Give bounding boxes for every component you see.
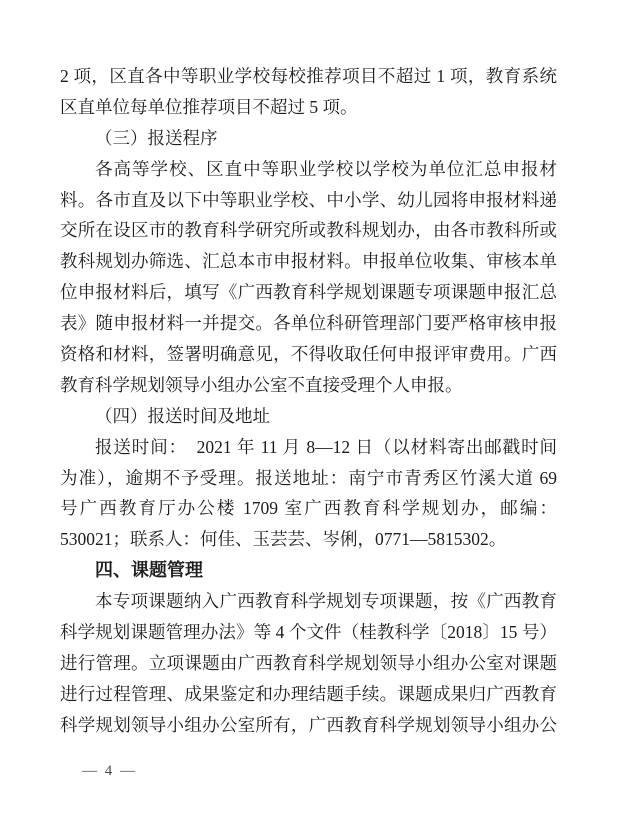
text-line: 位申报材料后，填写《广西教育科学规划课题专项课题申报汇总 bbox=[60, 282, 557, 303]
text-line: 资格和材料，签署明确意见，不得收取任何申报评审费用。广西 bbox=[60, 344, 557, 365]
subheading-3-report-procedure: （三）报送程序 bbox=[95, 127, 218, 148]
text-line: 进行管理。立项课题由广西教育科学规划领导小组办公室对课题 bbox=[60, 652, 557, 673]
text-line: 2 项，区直各中等职业学校每校推荐项目不超过 1 项，教育系统 bbox=[60, 66, 557, 86]
text-line: 号广西教育厅办公楼 1709 室广西教育科学规划办，邮编： bbox=[60, 498, 557, 519]
text-line: 表》随申报材料一并提交。各单位科研管理部门要严格审核申报 bbox=[60, 313, 557, 334]
document-body bbox=[60, 61, 557, 741]
text-line: 报送时间： 2021 年 11 月 8—12 日（以材料寄出邮戳时间 bbox=[95, 436, 557, 457]
text-line: 区直单位每单位推荐项目不超过 5 项。 bbox=[60, 96, 358, 117]
text-line: 科学规划领导小组办公室所有，广西教育科学规划领导小组办公 bbox=[60, 714, 557, 735]
text-line: 530021；联系人：何佳、玉芸芸、岑俐，0771—5815302。 bbox=[60, 529, 507, 550]
text-line: 科学规划课题管理办法》等 4 个文件（桂教科学〔2018〕15 号） bbox=[60, 622, 557, 643]
page-number: — 4 — bbox=[82, 763, 137, 779]
text-line: 各高等学校、区直中等职业学校以学校为单位汇总申报材 bbox=[95, 158, 557, 179]
subheading-4-report-time-address: （四）报送时间及地址 bbox=[95, 405, 270, 426]
text-line: 教育科学规划领导小组办公室不直接受理个人申报。 bbox=[60, 374, 463, 395]
text-line: 本专项课题纳入广西教育科学规划专项课题，按《广西教育 bbox=[95, 591, 557, 612]
text-line: 交所在设区市的教育科学研究所或教科规划办，由各市教科所或 bbox=[60, 220, 557, 241]
text-line: 教科规划办筛选、汇总本市申报材料。申报单位收集、审核本单 bbox=[60, 251, 557, 272]
section-heading-topic-management: 四、课题管理 bbox=[95, 560, 203, 581]
text-line: 为准），逾期不予受理。报送地址：南宁市青秀区竹溪大道 69 bbox=[60, 467, 557, 488]
text-line: 料。各市直及以下中等职业学校、中小学、幼儿园将申报材料递 bbox=[60, 189, 557, 210]
text-line: 进行过程管理、成果鉴定和办理结题手续。课题成果归广西教育 bbox=[60, 683, 557, 704]
